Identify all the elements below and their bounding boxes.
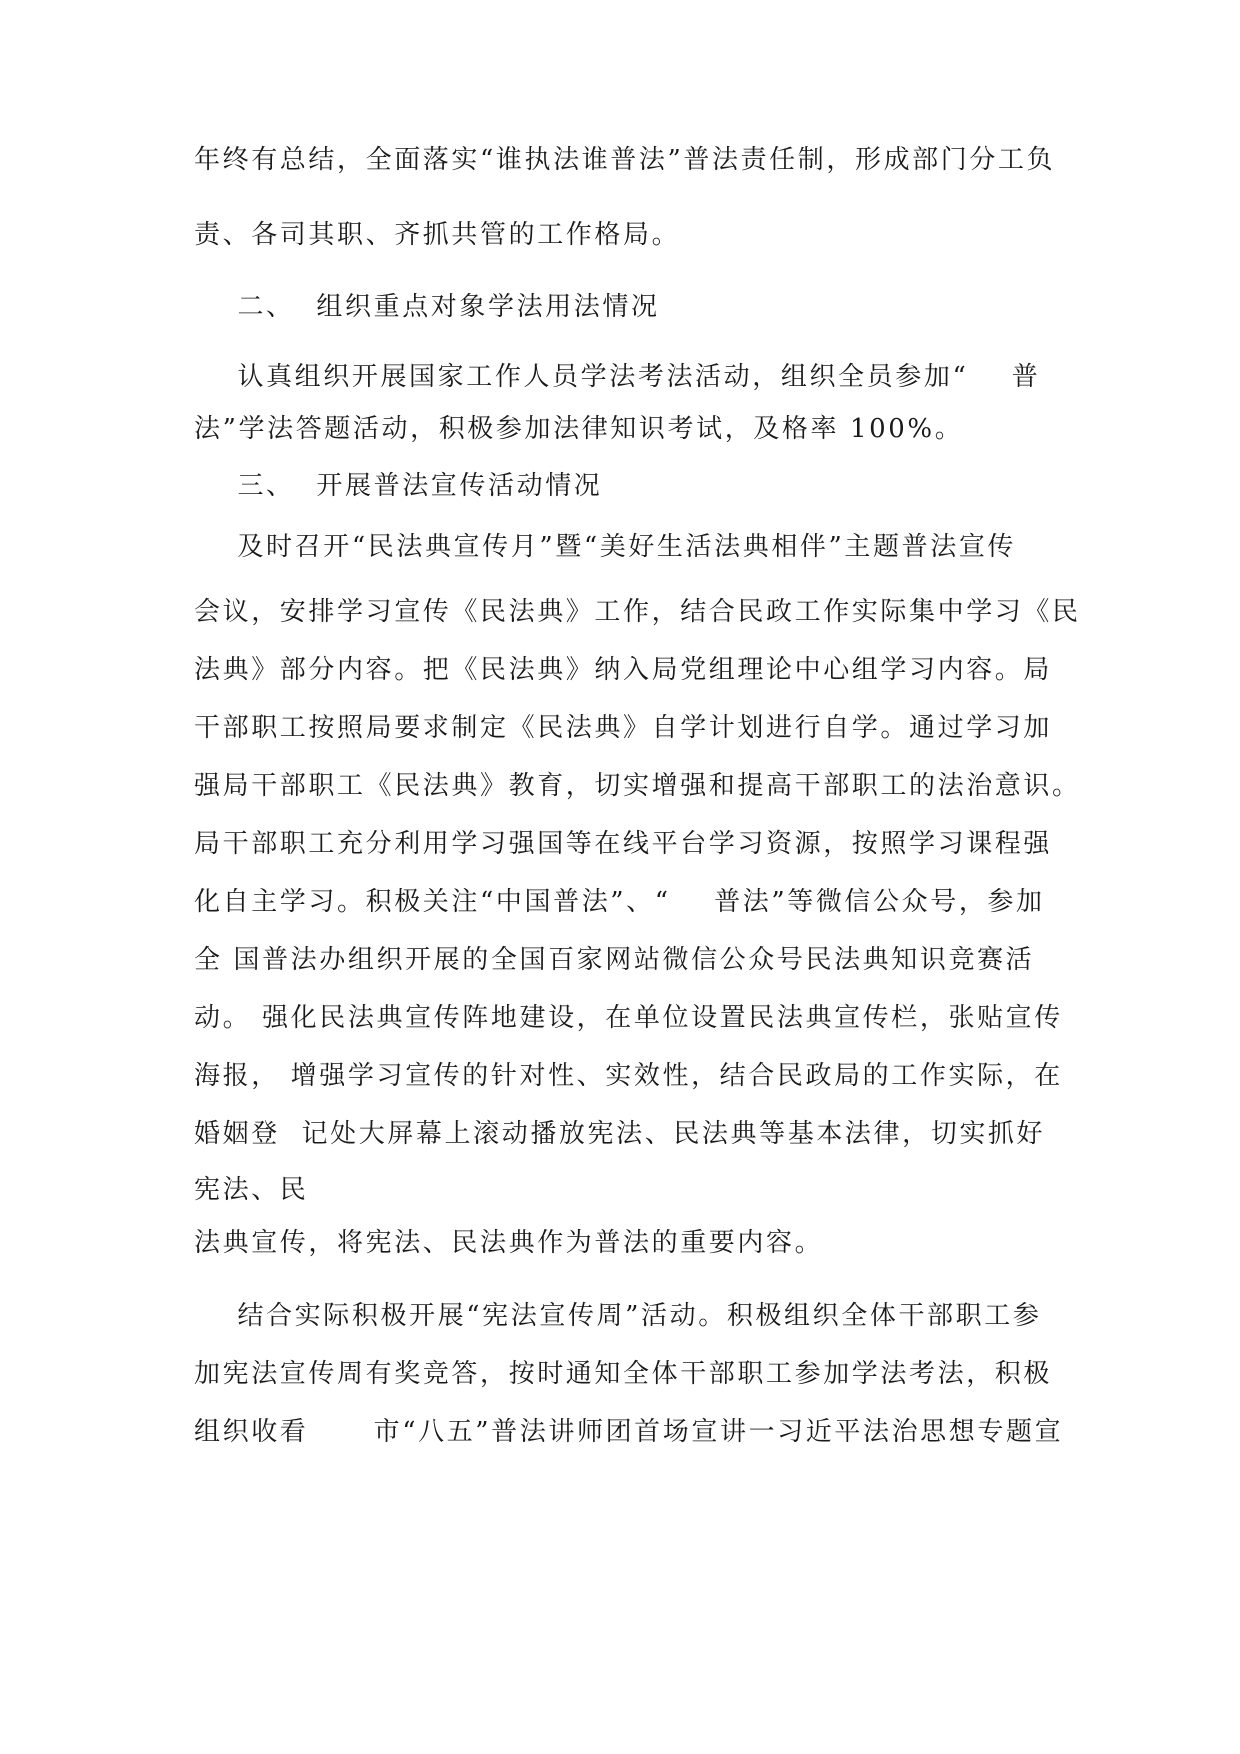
text-line: 结合实际积极开展“宪法宣传周”活动。积极组织全体干部职工参 (194, 1301, 1042, 1331)
section-heading: 二、 组织重点对象学法用法情况 (194, 292, 660, 322)
text-line: 干部职工按照局要求制定《民法典》自学计划进行自学。通过学习加 (194, 713, 1053, 743)
text-line: 化自主学习。积极关注“中国普法”、“ 普法”等微信公众号，参加 (194, 887, 1045, 917)
text-line: 年终有总结，全面落实“谁执法谁普法”普法责任制，形成部门分工负 (194, 145, 1056, 175)
text-line: 认真组织开展国家工作人员学法考法活动，组织全员参加“ 普 (194, 362, 1041, 392)
text-line: 强局干部职工《民法典》教育，切实增强和提高干部职工的法治意识。 (194, 771, 1081, 801)
text-line: 及时召开“民法典宣传月”暨“美好生活法典相伴”主题普法宣传 (194, 532, 1017, 562)
text-line: 组织收看 市“八五”普法讲师团首场宣讲一习近平法治思想专题宣 (194, 1417, 1064, 1447)
text-line: 海报， 增强学习宣传的针对性、实效性，结合民政局的工作实际，在 (194, 1061, 1063, 1091)
text-line: 动。 强化民法典宣传阵地建设，在单位设置民法典宣传栏，张贴宣传 (194, 1003, 1063, 1033)
section-heading: 三、 开展普法宣传活动情况 (194, 471, 603, 501)
text-line: 法典宣传，将宪法、民法典作为普法的重要内容。 (194, 1228, 824, 1258)
text-line: 局干部职工充分利用学习强国等在线平台学习资源，按照学习课程强 (194, 829, 1053, 859)
text-line: 婚姻登 记处大屏幕上滚动播放宪法、民法典等基本法律，切实抓好 (194, 1119, 1046, 1149)
text-line: 宪法、民 (194, 1175, 309, 1205)
text-line: 全 国普法办组织开展的全国百家网站微信公众号民法典知识竞赛活 (194, 945, 1035, 975)
text-line: 责、各司其职、齐抓共管的工作格局。 (194, 220, 681, 250)
text-line: 法”学法答题活动，积极参加法律知识考试，及格率 100%。 (194, 414, 964, 444)
text-line: 法典》部分内容。把《民法典》纳入局党组理论中心组学习内容。局 (194, 655, 1053, 685)
text-line: 加宪法宣传周有奖竞答，按时通知全体干部职工参加学法考法，积极 (194, 1359, 1053, 1389)
text-line: 会议，安排学习宣传《民法典》工作，结合民政工作实际集中学习《民 (194, 597, 1081, 627)
